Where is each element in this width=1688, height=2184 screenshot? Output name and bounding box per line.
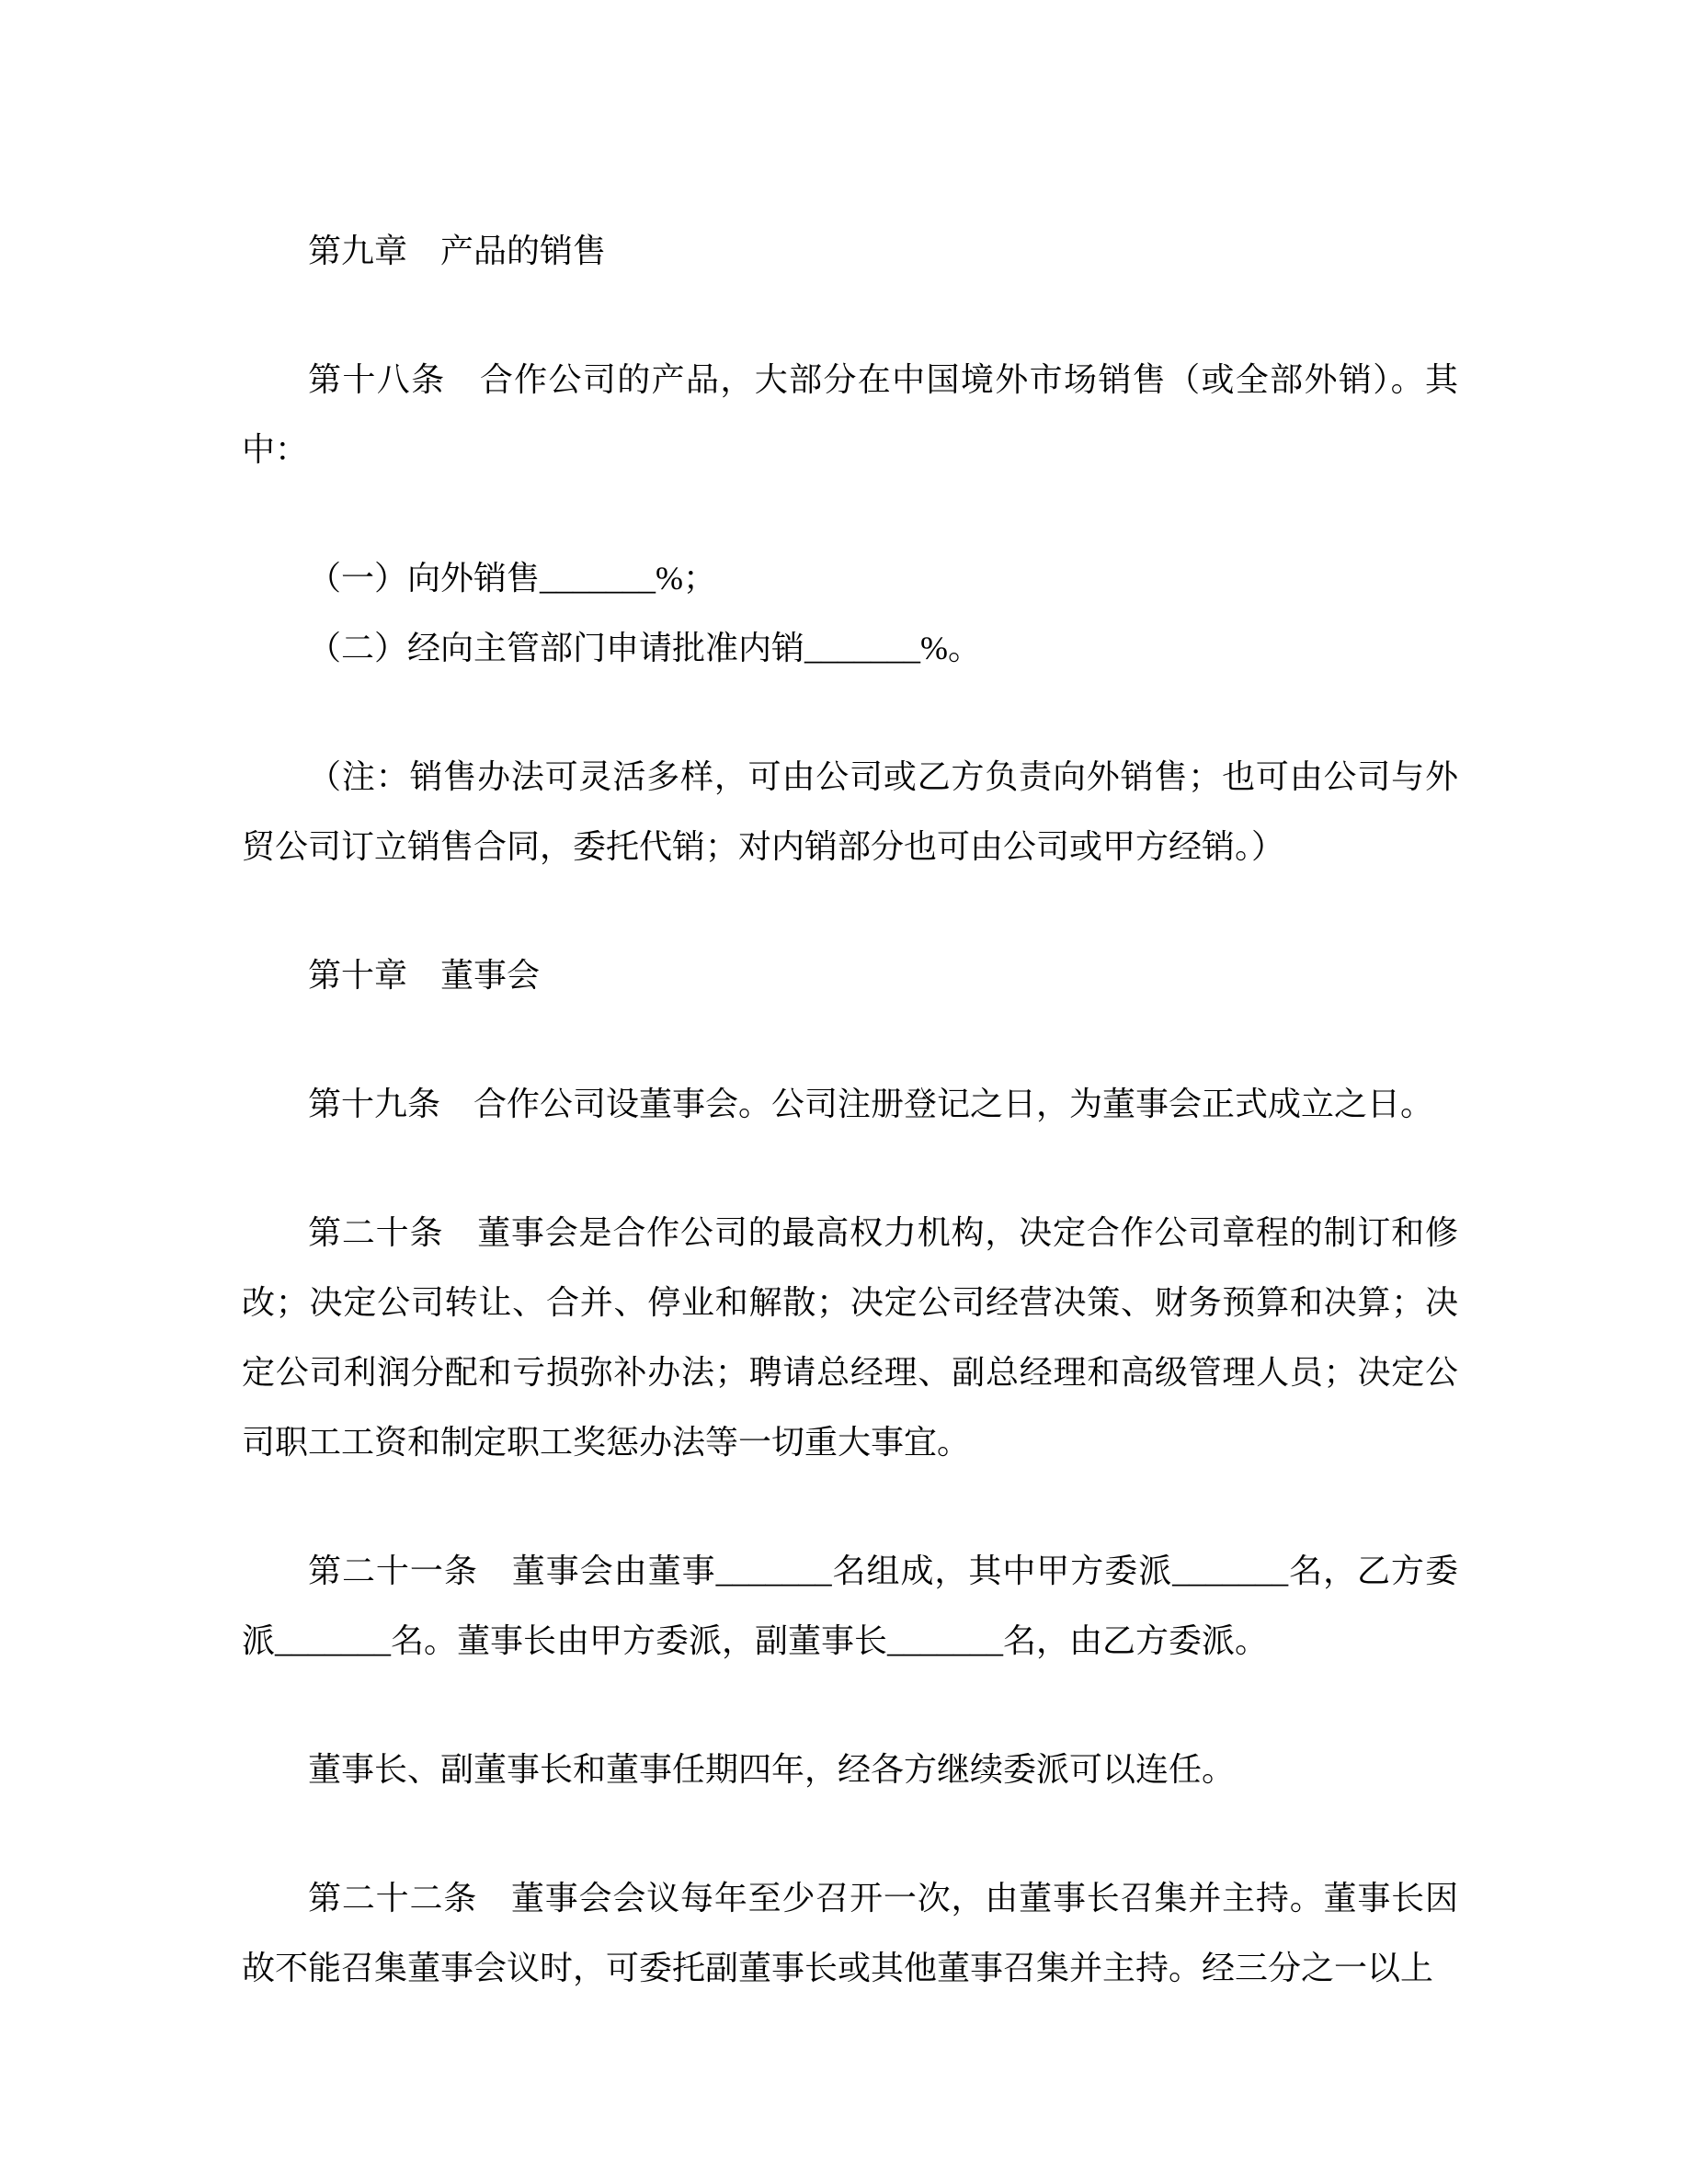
paragraph-article-22: 第二十二条 董事会会议每年至少召开一次，由董事长召集并主持。董事长因故不能召集董事会议时，可委托副董事长或其他董事召集并主持。经三分之一以上 [242, 1880, 1458, 1986]
list-item-domestic-ratio: （二）经向主管部门申请批准内销_______%。 [308, 630, 981, 666]
paragraph-article-21: 第二十一条 董事会由董事_______名组成，其中甲方委派_______名，乙方委派_______名。董事长由甲方委派，副董事长_______名，由乙方委派。 [242, 1553, 1458, 1659]
chapter-10-heading: 第十章 董事会 [308, 957, 541, 994]
paragraph-article-18: 第十八条 合作公司的产品，大部分在中国境外市场销售（或全部外销）。其中： [242, 361, 1458, 468]
paragraph-sales-note: （注：销售办法可灵活多样，可由公司或乙方负责向外销售；也可由公司与外贸公司订立销售合同，委托代销；对内销部分也可由公司或甲方经销。） [242, 758, 1458, 865]
sales-ratio-list [242, 543, 1458, 683]
paragraph-article-19: 第十九条 合作公司设董事会。公司注册登记之日，为董事会正式成立之日。 [308, 1086, 1434, 1122]
list-item-export-ratio: （一）向外销售_______%； [308, 560, 716, 597]
paragraph-article-21-tenure: 董事长、副董事长和董事任期四年，经各方继续委派可以连任。 [308, 1751, 1236, 1788]
chapter-9-heading: 第九章 产品的销售 [308, 233, 607, 269]
paragraph-article-20: 第二十条 董事会是合作公司的最高权力机构，决定合作公司章程的制订和修改；决定公司转让、合并、停业和解散；决定公司经营决策、财务预算和决算；决定公司利润分配和亏损弥补办法；聘请总经理、副总经理和高级管理人员；决定公司职工工资和制定职工奖惩办法等一切重大事宜。 [242, 1214, 1458, 1461]
